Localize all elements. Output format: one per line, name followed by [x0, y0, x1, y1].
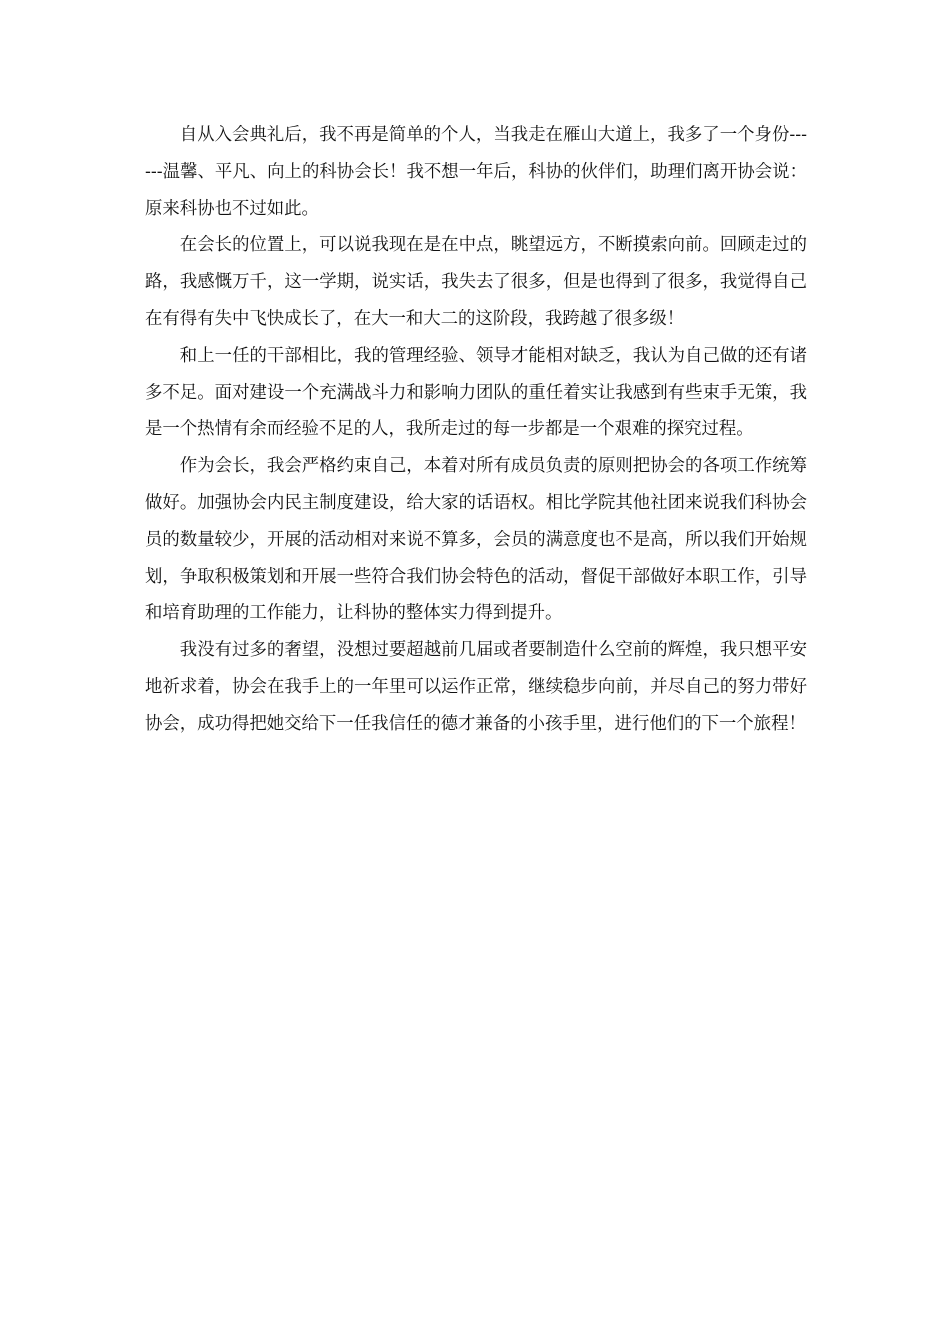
paragraph-3: 和上一任的干部相比，我的管理经验、领导才能相对缺乏，我认为自己做的还有诸多不足。面对建设一个充满战斗力和影响力团队的重任着实让我感到有些束手无策，我是一个热情有余而经验不足的人，我所走过的每一步都是一个艰难的探究过程。 [145, 345, 807, 440]
document-body [145, 117, 807, 743]
paragraph-4: 作为会长，我会严格约束自己，本着对所有成员负责的原则把协会的各项工作统筹做好。加强协会内民主制度建设，给大家的话语权。相比学院其他社团来说我们科协会员的数量较少，开展的活动相对来说不算多，会员的满意度也不是高，所以我们开始规划，争取积极策划和开展一些符合我们协会特色的活动，督促干部做好本职工作，引导和培育助理的工作能力，让科协的整体实力得到提升。 [145, 456, 807, 624]
paragraph-1: 自从入会典礼后，我不再是简单的个人，当我走在雁山大道上，我多了一个身份------温馨、平凡、向上的科协会长！我不想一年后，科协的伙伴们，助理们离开协会说：原来科协也不过如此。 [145, 125, 807, 219]
paragraph-5: 我没有过多的奢望，没想过要超越前几届或者要制造什么空前的辉煌，我只想平安地祈求着，协会在我手上的一年里可以运作正常，继续稳步向前，并尽自己的努力带好协会，成功得把她交给下一任我信任的德才兼备的小孩手里，进行他们的下一个旅程！ [145, 640, 807, 734]
paragraph-2: 在会长的位置上，可以说我现在是在中点，眺望远方，不断摸索向前。回顾走过的路，我感慨万千，这一学期，说实话，我失去了很多，但是也得到了很多，我觉得自己在有得有失中飞快成长了，在大一和大二的这阶段，我跨越了很多级！ [145, 235, 807, 329]
